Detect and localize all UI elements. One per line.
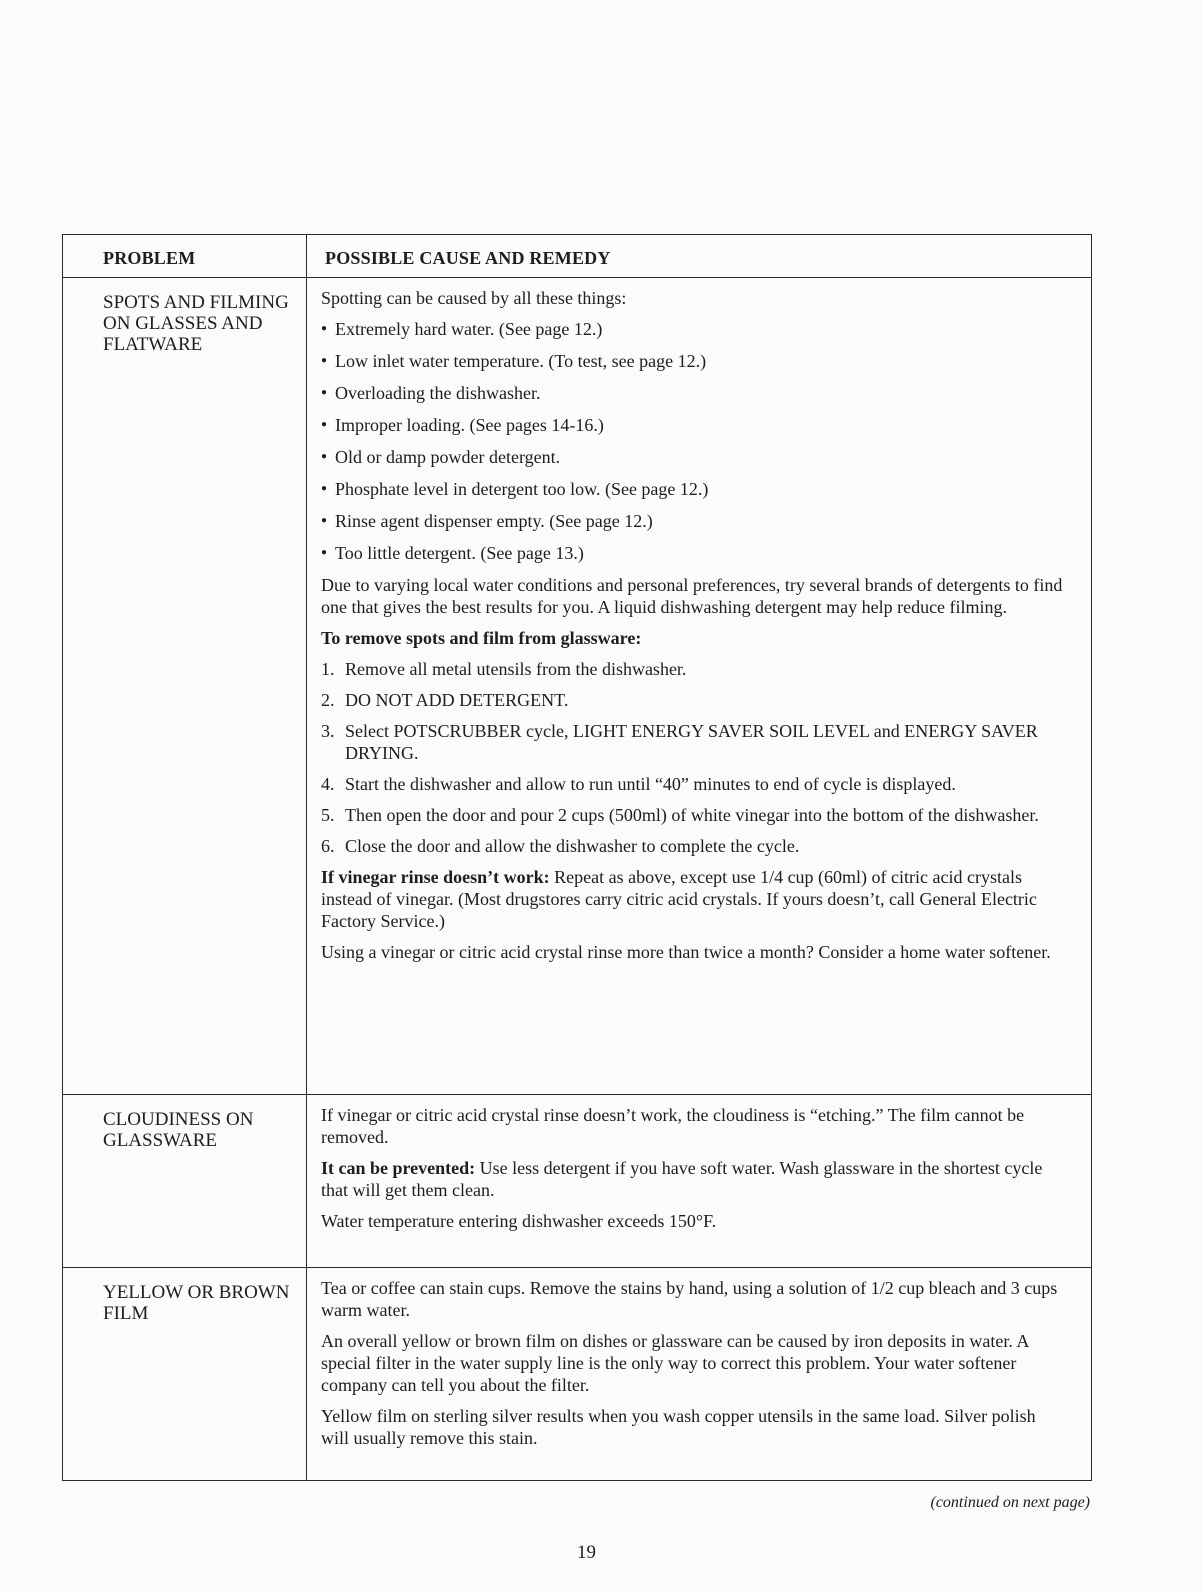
remedy-cell bbox=[307, 278, 1091, 1094]
remedy-column-header: POSSIBLE CAUSE AND REMEDY bbox=[325, 248, 611, 268]
list-item: ● Low inlet water temperature. (To test, see page 12.) bbox=[321, 351, 707, 371]
problem-line: CLOUDINESS ON bbox=[103, 1109, 254, 1130]
bullet-icon: ● bbox=[321, 419, 328, 430]
intro-text: Spotting can be caused by all these things: bbox=[321, 288, 627, 308]
list-item: 5. Then open the door and pour 2 cups (500ml) of white vinegar into the bottom of the dishwasher. bbox=[321, 805, 1039, 825]
softener-paragraph: Using a vinegar or citric acid crystal rinse more than twice a month? Consider a home water softener. bbox=[321, 942, 1051, 962]
bullet-icon: ● bbox=[321, 515, 328, 526]
page-number: 19 bbox=[577, 1542, 596, 1563]
subheading: To remove spots and film from glassware: bbox=[321, 628, 642, 648]
etching-paragraph: If vinegar or citric acid crystal rinse doesn’t work, the cloudiness is “etching.” The film cannot be removed. bbox=[321, 1105, 1025, 1147]
problem-line: ON GLASSES AND bbox=[103, 313, 263, 334]
tea-stain-paragraph: Tea or coffee can stain cups. Remove the stains by hand, using a solution of 1/2 cup bleach and 3 cups warm water. bbox=[321, 1278, 1058, 1320]
bullet-icon: ● bbox=[321, 451, 328, 462]
list-item: ● Too little detergent. (See page 13.) bbox=[321, 543, 584, 563]
temperature-paragraph: Water temperature entering dishwasher exceeds 150°F. bbox=[321, 1211, 717, 1231]
prevention-paragraph: It can be prevented: Use less detergent if you have soft water. Wash glassware in the shortest cycle that will get them clean. bbox=[321, 1158, 1043, 1200]
continued-note: (continued on next page) bbox=[930, 1494, 1090, 1511]
problem-line: FILM bbox=[103, 1303, 149, 1324]
bullet-icon: ● bbox=[321, 323, 328, 334]
problem-line: SPOTS AND FILMING bbox=[103, 292, 289, 313]
list-item: 4. Start the dishwasher and allow to run until “40” minutes to end of cycle is displayed. bbox=[321, 774, 956, 794]
problem-cell bbox=[63, 278, 307, 1094]
list-item: 2. DO NOT ADD DETERGENT. bbox=[321, 690, 569, 710]
list-item: ● Overloading the dishwasher. bbox=[321, 383, 541, 403]
step-list bbox=[321, 658, 1067, 857]
problem-line: FLATWARE bbox=[103, 334, 203, 355]
remedy-cell bbox=[307, 1095, 1091, 1267]
problem-cell bbox=[63, 1095, 307, 1267]
list-item: ● Old or damp powder detergent. bbox=[321, 447, 561, 467]
bullet-icon: ● bbox=[321, 355, 328, 366]
list-item: ● Improper loading. (See pages 14-16.) bbox=[321, 415, 604, 435]
table-row bbox=[63, 277, 1091, 1094]
list-item: 3. Select POTSCRUBBER cycle, LIGHT ENERGY SAVER SOIL LEVEL and ENERGY SAVER DRYING. bbox=[321, 721, 1038, 763]
detergent-paragraph: Due to varying local water conditions and personal preferences, try several brands of detergents to find one that gives the best results for you. A liquid dishwashing detergent may help reduce filming. bbox=[321, 575, 1063, 617]
bullet-icon: ● bbox=[321, 387, 328, 398]
cause-list bbox=[321, 318, 1067, 564]
problem-column-header: PROBLEM bbox=[63, 235, 307, 277]
bullet-icon: ● bbox=[321, 483, 328, 494]
list-item: ● Rinse agent dispenser empty. (See page 12.) bbox=[321, 511, 653, 531]
table-row bbox=[63, 1267, 1091, 1480]
list-item: 1. Remove all metal utensils from the dishwasher. bbox=[321, 659, 687, 679]
list-item: ● Extremely hard water. (See page 12.) bbox=[321, 319, 603, 339]
troubleshooting-table bbox=[62, 234, 1092, 1481]
iron-deposit-paragraph: An overall yellow or brown film on dishes or glassware can be caused by iron deposits in water. A special filter in the water supply line is the only way to correct this problem. Your water softener company can tell you about the filter. bbox=[321, 1331, 1029, 1395]
silver-paragraph: Yellow film on sterling silver results when you wash copper utensils in the same load. Silver polish will usually remove this stain. bbox=[321, 1406, 1036, 1448]
problem-line: YELLOW OR BROWN bbox=[103, 1282, 290, 1303]
problem-line: GLASSWARE bbox=[103, 1130, 218, 1151]
problem-cell bbox=[63, 1268, 307, 1480]
vinegar-paragraph: If vinegar rinse doesn’t work: Repeat as above, except use 1/4 cup (60ml) of citric acid crystals instead of vinegar. (Most drugstores carry citric acid crystals. If yours doesn’t, call General Electric Factory Service.) bbox=[321, 867, 1037, 931]
remedy-cell bbox=[307, 1268, 1091, 1480]
list-item: 6. Close the door and allow the dishwasher to complete the cycle. bbox=[321, 836, 800, 856]
table-row bbox=[63, 1094, 1091, 1267]
table-header-row bbox=[63, 235, 1091, 277]
bullet-icon: ● bbox=[321, 547, 328, 558]
list-item: ● Phosphate level in detergent too low. (See page 12.) bbox=[321, 479, 709, 499]
